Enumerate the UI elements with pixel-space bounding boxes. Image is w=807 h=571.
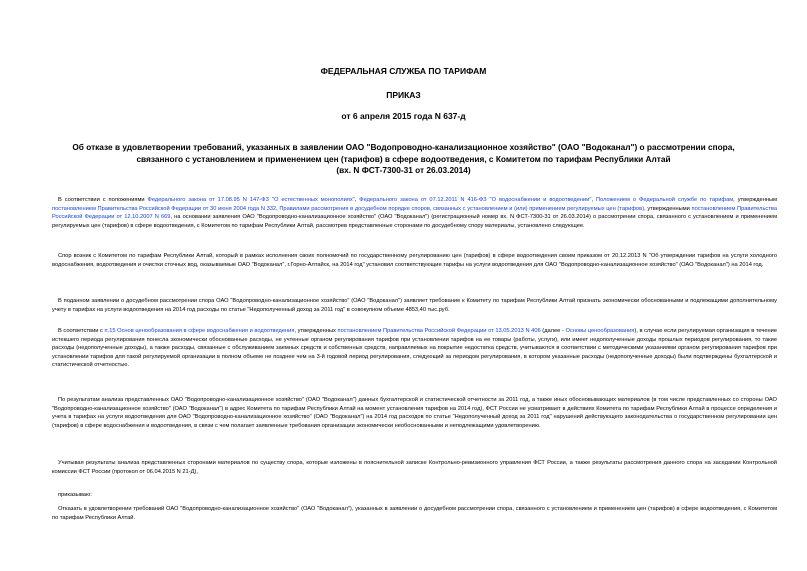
- paragraph-claim: В поданном заявлении о досудебном рассмотрении спора ОАО "Водопроводно-канализационное хозяйство" (ОАО "Водоканал") заявляет требование к Комитету по тарифам Республики Алтай признать экономически обоснованными и подлежащими дополнительному учету в тарифах на услуги водоотведения на 2014 год расходы по статье "Недополученный доход за 2011 год" в совокупном объеме 4853,40 тыс.руб.: [52, 298, 777, 313]
- document-type: ПРИКАЗ: [386, 90, 421, 100]
- p1-text-2: ,: [354, 197, 360, 203]
- p4-text-2: , утвержденных: [294, 328, 338, 334]
- p4-text-4: ), в случае если регулируемая организация в течение истекшего периода регулирования понесла экономически обоснованные расходы, не учтенные органом регулирования тарифов при установлении тарифов на ее товары (работы, услуги), или имеет недополученные доходы прошлых периодов регулирования, то такие расходы (недополученные доходы), а также расходы, связанные с обслуживанием заемных средств и собственных средств, направляемых на покрытие недостатка средств, учитываются в соответствии с методическими указаниями органом регулирования тарифов при установлении тарифов для такой регулируемой организации в полном объеме не позднее чем на 3-й годовой период регулирования, следующий за периодом регулирования, в котором указанные расходы (недополученные доходы) были подтверждены бухгалтерской и статистической отчетностью.: [52, 328, 777, 369]
- p1-text-1: В соответствии с положениями: [58, 197, 148, 203]
- link-federal-law-416[interactable]: Федерального закона от 07.12.2011 N 416-ФЗ "О водоснабжении и водоотведении": [359, 197, 592, 203]
- link-dispute-rules[interactable]: Правилами рассмотрения в досудебном порядке споров, связанных с установлением и (или) применением регулируемых цен (тарифов): [279, 205, 645, 212]
- agency-name: ФЕДЕРАЛЬНАЯ СЛУЖБА ПО ТАРИФАМ: [320, 66, 487, 76]
- p1-text-3: ,: [591, 197, 596, 203]
- document-title: [30, 142, 777, 177]
- paragraph-legal-basis: [52, 196, 777, 230]
- link-resolution-406[interactable]: постановлением Правительства Российской Федерации от 13.05.2013 N 406: [337, 328, 541, 334]
- link-pricing-clause-15[interactable]: п.15 Основ ценообразования в сфере водоснабжения и водоотведения: [104, 328, 295, 334]
- p1-text-4: , утвержденным: [733, 197, 777, 203]
- paragraph-analysis-results: По результатам анализа представленных ОАО "Водопроводно-канализационное хозяйство" (ОАО "Водоканал") данных бухгалтерской и статистической отчетности за 2011 год, а также иных обосновывающих материалов (в том числе представленных со стороны ОАО "Водопроводно-канализационное хозяйство" (ОАО "Водоканал") в адрес Комитета по тарифам Республики Алтай на момент установления тарифов на 2014 год), ФСТ России не усматривает в действиях Комитета по тарифам Республики Алтай в процессе определения и учета в тарифах на услуги водоотведения для ОАО "Водопроводно-канализационное хозяйство" (ОАО "Водоканал") на 2014 год расходов по статье "Недополученный доход за 2011 год" нарушений действующего законодательства о государственном регулировании цен (тарифов) в сфере водоснабжения и водоотведения, в связи с чем полагает заявленные требования организации экономически необоснованными и неподлежащими удовлетворению.: [52, 397, 777, 429]
- p4-text-3: (далее -: [540, 328, 566, 334]
- title-line-1: Об отказе в удовлетворении требований, указанных в заявлении ОАО "Водопроводно-канализационное хозяйство" (ОАО "Водоканал") о рассмотрении спора,: [72, 142, 735, 152]
- document-date-number: от 6 апреля 2015 года N 637-д: [341, 111, 466, 121]
- p1-text-6: , утвержденными: [644, 205, 692, 212]
- p1-text-5: ,: [276, 205, 280, 212]
- paragraph-order-word: приказываю:: [58, 492, 92, 498]
- paragraph-decision: Отказать в удовлетворении требований ОАО "Водопроводно-канализационное хозяйство" (ОАО "Водоканал"), указанных в заявлении о досудебном рассмотрении спора, связанного с установлением и применением цен (тарифов) в сфере водоотведения, с Комитетом по тарифам Республики Алтай.: [52, 506, 777, 521]
- link-pricing-basics[interactable]: Основы ценообразования: [565, 328, 635, 334]
- link-federal-law-147[interactable]: Федерального закона от 17.08.95 N 147-ФЗ "О естественных монополиях": [147, 197, 355, 203]
- paragraph-considering: Учитывая результаты анализа представленных сторонами материалов по существу спора, которые изложены в пояснительной записке Контрольно-ревизионного управления ФСТ России, а также результаты рассмотрения данного спора на заседании Контрольной комиссии ФСТ России (протокол от 06.04.2015 N 21-Д),: [52, 460, 777, 475]
- link-resolution-332[interactable]: постановлением Правительства Российской Федерации от 30 июня 2004 года N 332: [52, 205, 277, 212]
- paragraph-pricing-basis: [52, 327, 777, 370]
- title-line-2: связанного с установлением и применением цен (тарифов) в сфере водоотведения, с Комитетом по тарифам Республики Алтай: [136, 153, 671, 164]
- title-line-3: (вх. N ФСТ-7300-31 от 26.03.2014): [336, 165, 471, 175]
- link-resolution-669[interactable]: постановлением Правительства Российской Федерации от 12.10.2007 N 669: [52, 205, 777, 221]
- paragraph-dispute-origin: Спор возник с Комитетом по тарифам Республики Алтай, который в рамках исполнения своих полномочий по государственному регулированию цен (тарифов) в сфере водоотведения своим приказом от 20.12.2013 N "Об утверждении тарифов на услуги холодного водоснабжения, водоотведения и очистки сточных вод, оказываемые ОАО "Водоканал", г.Горно-Алтайск, на 2014 год" установил соответствующие тарифы на услуги водоотведения для ОАО "Водопроводно-канализационное хозяйство" (ОАО "Водоканал") на 2014 год.: [52, 253, 777, 268]
- p1-text-7: , на основании заявления ОАО "Водопроводно-канализационное хозяйство" (ОАО "Водоканал") (регистрационный номер вх. N ФСТ-7300-31 от 26.03.2014) о рассмотрении спора, связанного с установлением и применением регулируемых цен (тарифов) в сфере водоотведения, с Комитетом по тарифам Республики Алтай, рассмотрев представленные сторонами по досудебному спору материалы, установлено следующее.: [52, 214, 778, 229]
- link-fst-regulation[interactable]: Положением о Федеральной службе по тарифам: [595, 197, 734, 203]
- p4-text-1: В соответствии с: [58, 328, 105, 334]
